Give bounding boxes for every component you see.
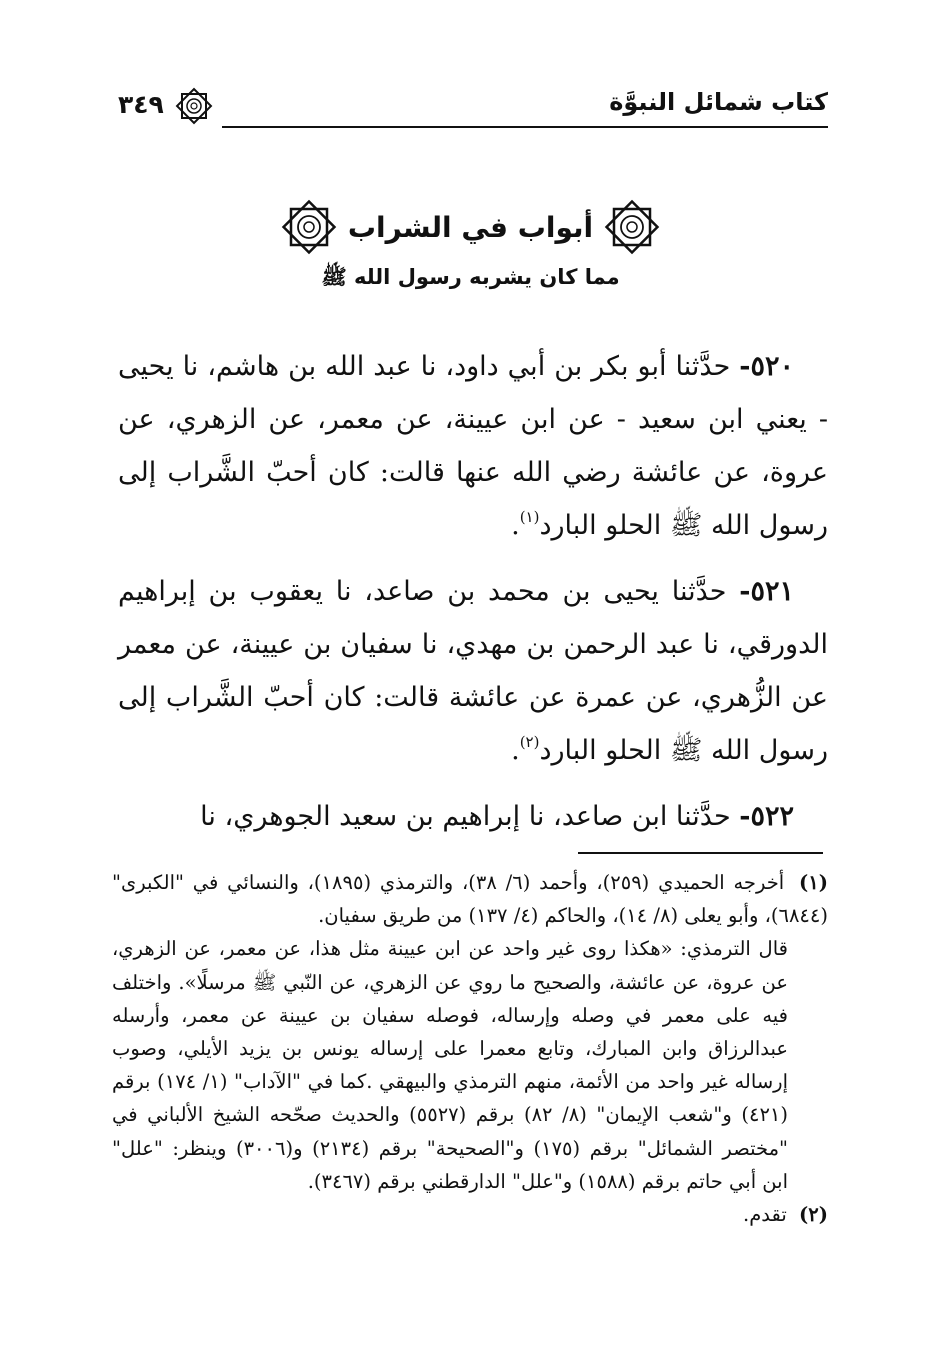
octagram-ornament-icon	[174, 86, 214, 126]
main-text	[118, 340, 828, 856]
header-rule	[222, 126, 828, 128]
hadith-paragraph	[118, 340, 828, 552]
book-title: كتاب شمائل النبوَّة	[609, 88, 828, 116]
hadith-text: حدَّثنا ابن صاعد، نا إبراهيم بن سعيد الجوهري، نا	[200, 801, 731, 832]
chapter-heading	[0, 198, 941, 258]
footnote-reference: (١)	[519, 508, 540, 526]
footnote-marker: (٢)	[799, 1203, 828, 1227]
footnote-item	[112, 1198, 828, 1231]
running-header	[118, 88, 828, 128]
footnote-separator	[578, 852, 823, 854]
hadith-number: ٥٢١-	[739, 576, 794, 607]
octagram-ornament-right-icon	[603, 198, 661, 256]
octagram-ornament-left-icon	[280, 198, 338, 256]
page-number: ٣٤٩	[118, 90, 164, 119]
footnote-marker: (١)	[799, 871, 828, 894]
hadith-paragraph	[118, 565, 828, 777]
hadith-text: حدَّثنا يحيى بن محمد بن صاعد، نا يعقوب بن إبراهيم الدورقي، نا عبد الرحمن بن مهدي، نا سفيان بن عيينة، عن معمر عن الزُّهري، عن عمرة عن عائشة قالت: كان أحبّ الشَّراب إلى رسول الله ﷺ الحلو البارد	[118, 576, 828, 766]
hadith-end: .	[511, 735, 520, 766]
hadith-text: حدَّثنا أبو بكر بن أبي داود، نا عبد الله بن هاشم، نا يحيى - يعني ابن سعيد - عن ابن عيينة، عن معمر، عن الزهري، عن عروة، عن عائشة رضي الله عنها قالت: كان أحبّ الشَّراب إلى رسول الله ﷺ الحلو البارد	[118, 351, 828, 541]
hadith-end: .	[511, 510, 520, 541]
hadith-number: ٥٢٢-	[739, 801, 794, 832]
footnotes	[112, 866, 828, 1231]
chapter-title: أبواب في الشراب	[347, 210, 594, 244]
footnote-text: تقدم.	[743, 1203, 787, 1227]
hadith-paragraph	[118, 790, 828, 843]
footnote-continuation: قال الترمذي: «هكذا روى غير واحد عن ابن عيينة مثل هذا، عن معمر، عن الزهري، عن عروة، عن عائشة، والصحيح ما روي عن الزهري، عن النّبي ﷺ مرسلًا». واختلف فيه على معمر في وصله وإرساله، فوصله سفيان بن عيينة عن معمر، وأرسله عبدالرزاق وابن المبارك، وتابع معمرا على إرساله يونس بن يزيد الأيلي، وصوب إرساله غير واحد من الأئمة، منهم الترمذي والبيهقي .كما في "الآداب" (١/ ١٧٤) برقم (٤٢١) و"شعب الإيمان" (٨/ ٨٢) برقم (٥٥٢٧) والحديث صحّحه الشيخ الألباني في "مختصر الشمائل" برقم (١٧٥) و"الصحيحة" برقم (٢١٣٤) و(٣٠٠٦) وينظر: "علل" ابن أبي حاتم برقم (١٥٨٨) و"علل" الدارقطني برقم (٣٤٦٧).	[112, 937, 788, 1193]
hadith-number: ٥٢٠-	[739, 351, 794, 382]
footnote-text: أخرجه الحميدي (٢٥٩)، وأحمد (٦/ ٣٨)، والترمذي (١٨٩٥)، والنسائي في "الكبرى" (٦٨٤٤)، وأبو يعلى (٨/ ١٤)، والحاكم (٤/ ١٣٧) من طريق سفيان.	[112, 871, 828, 928]
chapter-subtitle: مما كان يشربه رسول الله ﷺ	[321, 265, 620, 289]
footnote-item	[112, 866, 828, 932]
footnote-reference: (٢)	[519, 733, 540, 751]
